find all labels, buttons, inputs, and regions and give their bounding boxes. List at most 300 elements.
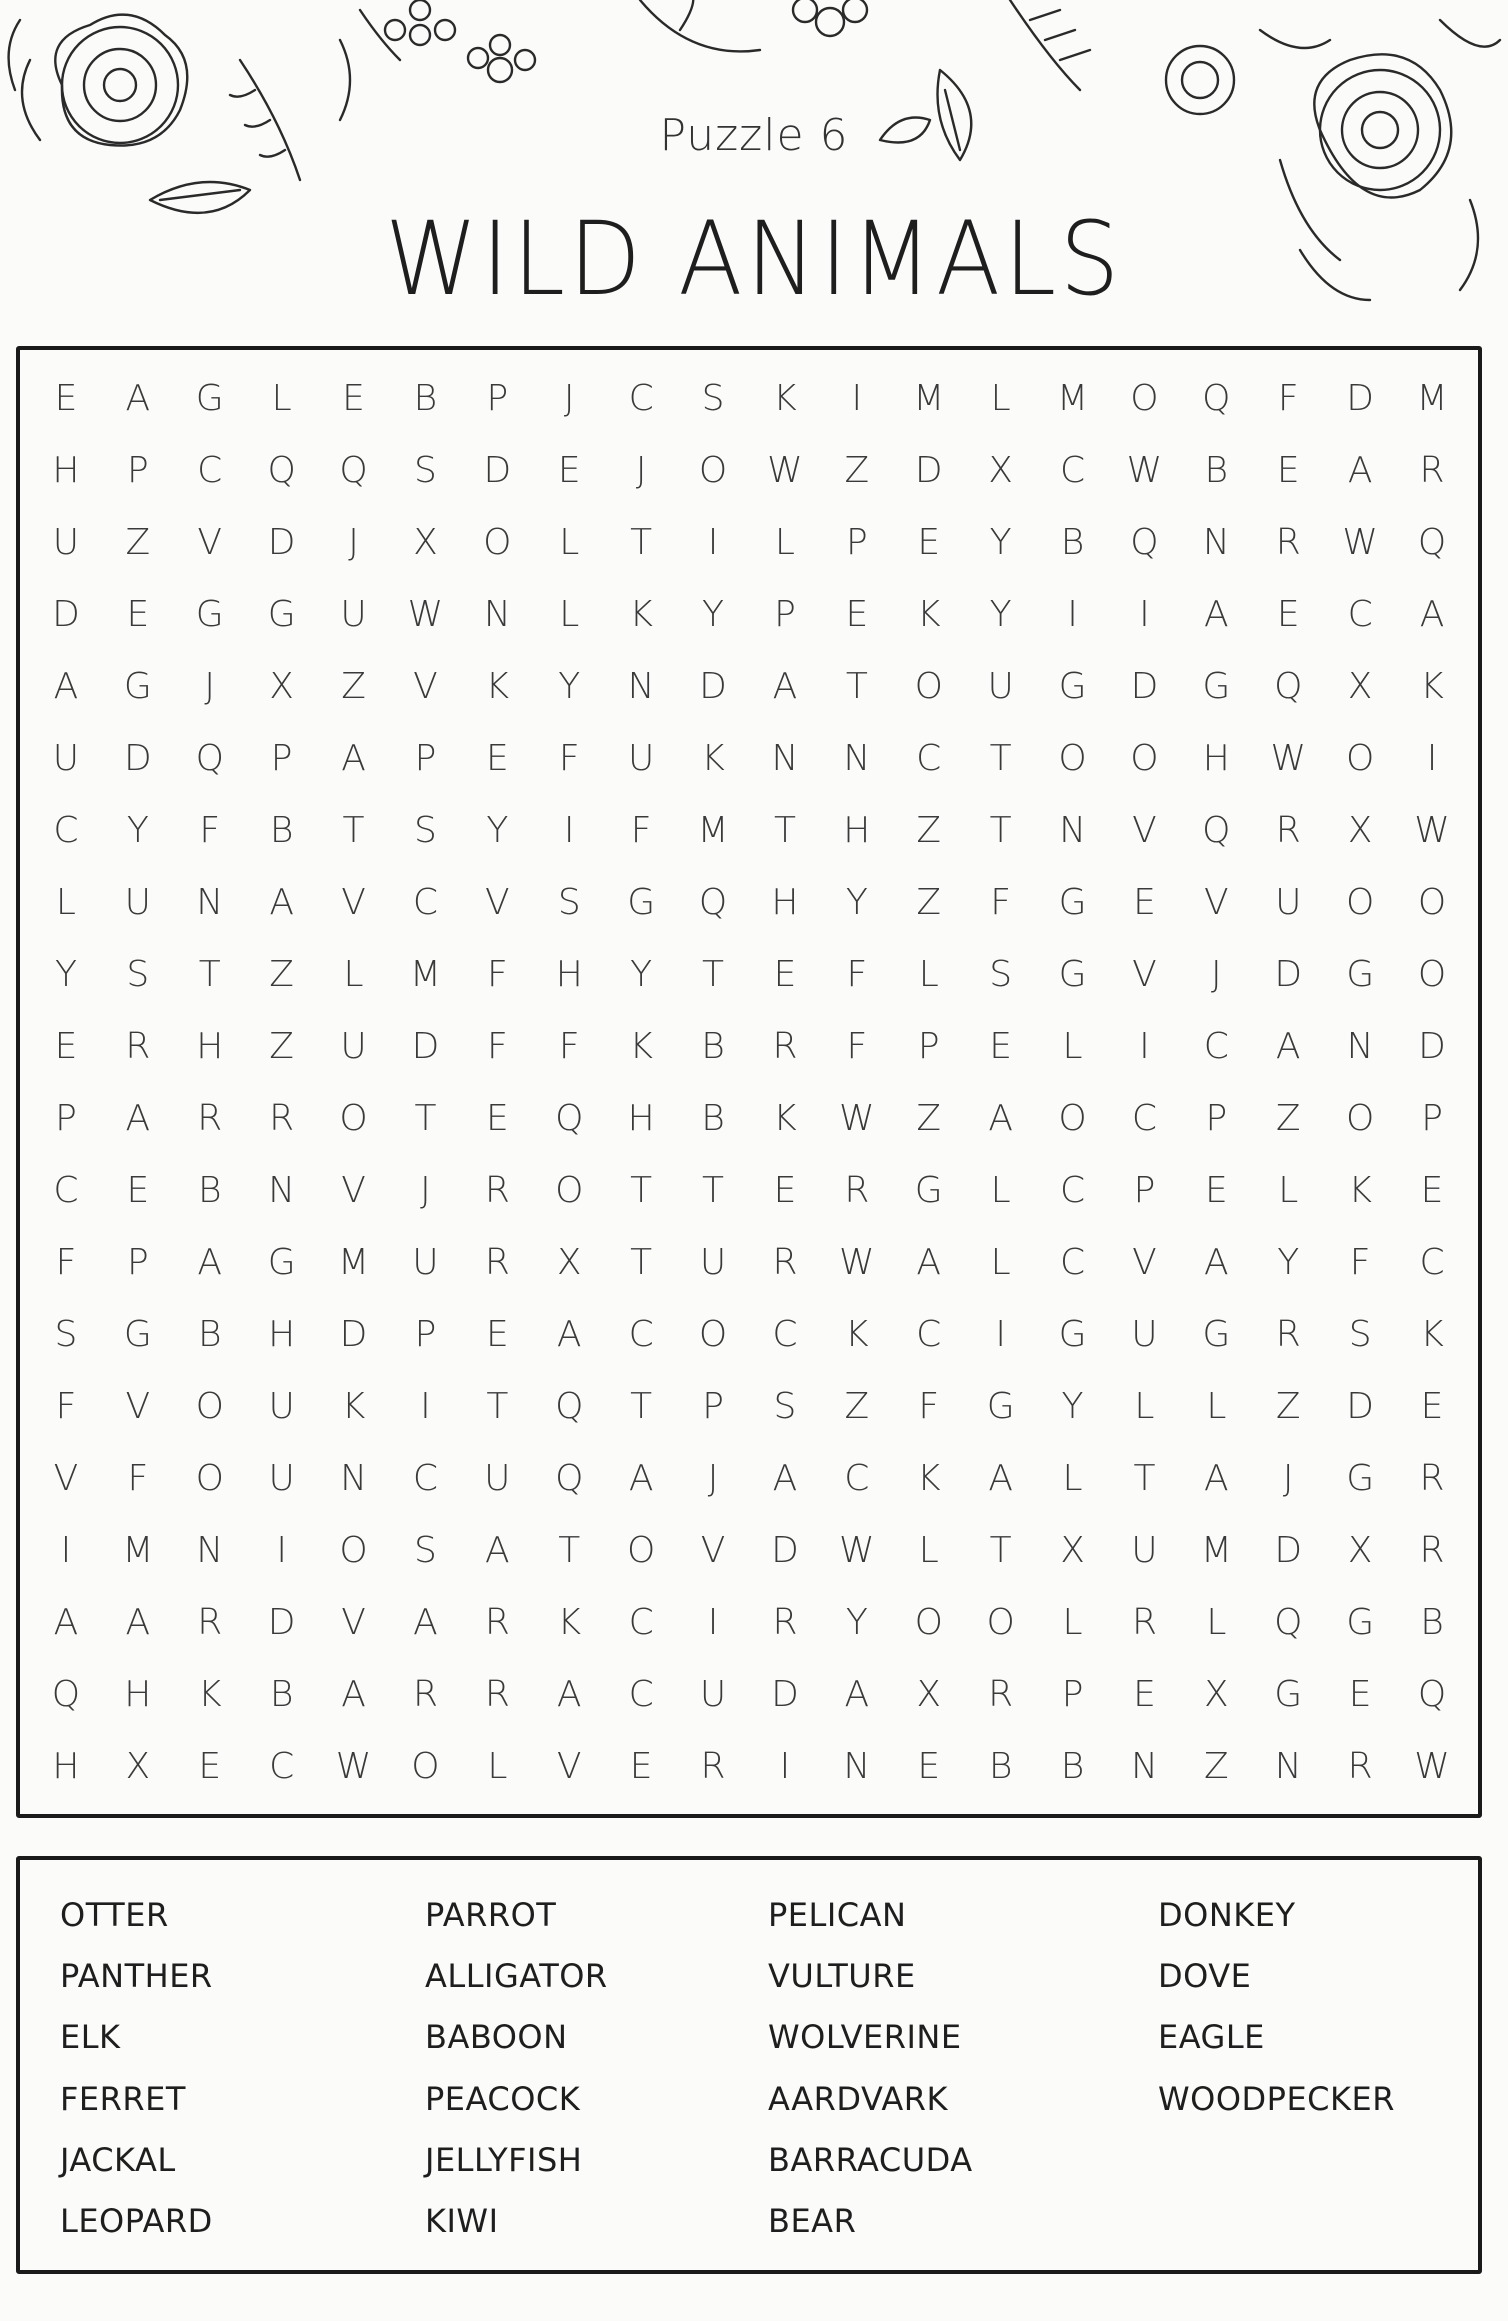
grid-letter[interactable]: A: [1275, 1025, 1301, 1067]
grid-letter[interactable]: L: [918, 953, 939, 995]
grid-letter[interactable]: E: [1420, 1385, 1444, 1427]
grid-letter[interactable]: A: [269, 881, 294, 923]
grid-letter[interactable]: W: [839, 1529, 875, 1571]
grid-letter[interactable]: O: [483, 521, 512, 563]
grid-letter[interactable]: R: [125, 1025, 151, 1067]
grid-letter[interactable]: R: [844, 1169, 870, 1211]
grid-letter[interactable]: K: [773, 377, 797, 419]
grid-letter[interactable]: Y: [845, 881, 868, 923]
grid-letter[interactable]: H: [52, 1745, 80, 1787]
grid-letter[interactable]: U: [699, 1241, 727, 1283]
grid-letter[interactable]: O: [555, 1169, 584, 1211]
grid-letter[interactable]: A: [628, 1457, 654, 1499]
grid-letter[interactable]: T: [702, 1169, 725, 1211]
grid-letter[interactable]: C: [628, 377, 654, 419]
grid-letter[interactable]: C: [269, 1745, 295, 1787]
grid-letter[interactable]: H: [555, 953, 583, 995]
grid-letter[interactable]: Q: [195, 737, 224, 779]
grid-letter[interactable]: A: [485, 1529, 510, 1571]
grid-letter[interactable]: A: [556, 1313, 582, 1355]
grid-letter[interactable]: M: [1200, 1529, 1232, 1571]
grid-letter[interactable]: D: [52, 593, 80, 635]
grid-letter[interactable]: A: [413, 1601, 438, 1643]
grid-letter[interactable]: E: [1133, 881, 1156, 923]
grid-letter[interactable]: V: [1204, 881, 1229, 923]
grid-letter[interactable]: N: [771, 737, 799, 779]
grid-letter[interactable]: W: [1414, 809, 1450, 851]
grid-letter[interactable]: G: [1058, 665, 1087, 707]
grid-letter[interactable]: T: [702, 953, 725, 995]
grid-letter[interactable]: E: [1420, 1169, 1444, 1211]
grid-letter[interactable]: C: [1203, 1025, 1229, 1067]
grid-letter[interactable]: U: [412, 1241, 439, 1283]
grid-letter[interactable]: D: [1346, 377, 1374, 419]
grid-letter[interactable]: L: [774, 521, 795, 563]
grid-letter[interactable]: T: [558, 1529, 581, 1571]
grid-letter[interactable]: E: [773, 953, 797, 995]
grid-letter[interactable]: K: [1420, 665, 1444, 707]
grid-letter[interactable]: S: [701, 377, 725, 419]
grid-letter[interactable]: Z: [341, 665, 366, 707]
grid-letter[interactable]: U: [1131, 1529, 1158, 1571]
grid-letter[interactable]: A: [53, 665, 79, 707]
grid-letter[interactable]: P: [1061, 1673, 1084, 1715]
grid-letter[interactable]: N: [196, 1529, 224, 1571]
grid-letter[interactable]: G: [914, 1169, 943, 1211]
grid-letter[interactable]: U: [987, 665, 1014, 707]
grid-letter[interactable]: T: [630, 521, 653, 563]
grid-letter[interactable]: C: [772, 1313, 798, 1355]
grid-letter[interactable]: J: [348, 521, 359, 563]
grid-letter[interactable]: P: [702, 1385, 724, 1427]
grid-letter[interactable]: P: [486, 377, 509, 419]
grid-letter[interactable]: R: [1347, 1745, 1373, 1787]
grid-letter[interactable]: O: [1345, 1097, 1375, 1139]
grid-letter[interactable]: I: [420, 1385, 431, 1427]
grid-letter[interactable]: R: [269, 1097, 295, 1139]
grid-letter[interactable]: O: [626, 1529, 656, 1571]
grid-letter[interactable]: C: [844, 1457, 870, 1499]
grid-letter[interactable]: B: [269, 1673, 294, 1715]
grid-letter[interactable]: G: [627, 881, 656, 923]
grid-letter[interactable]: O: [1417, 881, 1447, 923]
grid-letter[interactable]: I: [707, 521, 719, 563]
grid-letter[interactable]: K: [701, 737, 725, 779]
grid-letter[interactable]: O: [986, 1601, 1015, 1643]
grid-letter[interactable]: A: [556, 1673, 582, 1715]
grid-letter[interactable]: P: [126, 1241, 149, 1283]
grid-letter[interactable]: R: [988, 1673, 1014, 1715]
grid-letter[interactable]: L: [990, 1169, 1011, 1211]
grid-letter[interactable]: O: [339, 1529, 368, 1571]
grid-letter[interactable]: V: [700, 1529, 726, 1571]
grid-letter[interactable]: Q: [1202, 809, 1231, 851]
grid-letter[interactable]: T: [342, 809, 365, 851]
grid-letter[interactable]: K: [1348, 1169, 1372, 1211]
grid-letter[interactable]: L: [1206, 1601, 1227, 1643]
grid-letter[interactable]: F: [486, 1025, 508, 1067]
grid-letter[interactable]: N: [1059, 809, 1087, 851]
grid-letter[interactable]: R: [1419, 449, 1445, 491]
grid-letter[interactable]: R: [1419, 1457, 1445, 1499]
grid-letter[interactable]: G: [1058, 953, 1087, 995]
grid-letter[interactable]: R: [772, 1025, 798, 1067]
grid-letter[interactable]: V: [413, 665, 438, 707]
grid-letter[interactable]: D: [1346, 1385, 1374, 1427]
grid-letter[interactable]: E: [557, 449, 581, 491]
grid-letter[interactable]: E: [989, 1025, 1013, 1067]
grid-letter[interactable]: Q: [698, 881, 728, 923]
grid-letter[interactable]: Y: [1277, 1241, 1300, 1283]
grid-letter[interactable]: R: [484, 1169, 510, 1211]
grid-letter[interactable]: V: [556, 1745, 582, 1787]
grid-letter[interactable]: S: [126, 953, 150, 995]
grid-letter[interactable]: X: [1347, 1529, 1373, 1571]
grid-letter[interactable]: M: [122, 1529, 154, 1571]
grid-letter[interactable]: H: [627, 1097, 655, 1139]
grid-letter[interactable]: J: [204, 665, 216, 707]
grid-letter[interactable]: W: [335, 1745, 372, 1787]
grid-letter[interactable]: Y: [989, 593, 1012, 635]
grid-letter[interactable]: Q: [555, 1457, 584, 1499]
grid-letter[interactable]: L: [55, 881, 76, 923]
grid-letter[interactable]: T: [845, 665, 868, 707]
grid-letter[interactable]: F: [486, 953, 508, 995]
grid-letter[interactable]: N: [1274, 1745, 1302, 1787]
grid-letter[interactable]: T: [630, 1169, 653, 1211]
grid-letter[interactable]: F: [55, 1385, 77, 1427]
grid-letter[interactable]: B: [197, 1313, 222, 1355]
grid-letter[interactable]: X: [413, 521, 438, 563]
grid-letter[interactable]: W: [1270, 737, 1307, 779]
grid-letter[interactable]: B: [269, 809, 294, 851]
grid-letter[interactable]: C: [628, 1601, 654, 1643]
grid-letter[interactable]: F: [55, 1241, 77, 1283]
grid-letter[interactable]: X: [1347, 809, 1373, 851]
grid-letter[interactable]: P: [1133, 1169, 1156, 1211]
grid-letter[interactable]: U: [340, 1025, 367, 1067]
grid-letter[interactable]: A: [988, 1457, 1013, 1499]
grid-letter[interactable]: C: [916, 1313, 942, 1355]
grid-letter[interactable]: N: [1130, 1745, 1158, 1787]
grid-letter[interactable]: D: [411, 1025, 440, 1067]
grid-letter[interactable]: W: [407, 593, 444, 635]
grid-letter[interactable]: C: [412, 1457, 439, 1499]
grid-letter[interactable]: E: [845, 593, 869, 635]
grid-letter[interactable]: S: [989, 953, 1013, 995]
grid-letter[interactable]: M: [913, 377, 945, 419]
grid-letter[interactable]: E: [485, 1097, 509, 1139]
grid-letter[interactable]: P: [126, 449, 149, 491]
grid-letter[interactable]: C: [1059, 1169, 1086, 1211]
grid-letter[interactable]: Q: [267, 449, 296, 491]
grid-letter[interactable]: Z: [125, 521, 151, 563]
grid-letter[interactable]: O: [698, 1313, 728, 1355]
grid-letter[interactable]: T: [989, 1529, 1012, 1571]
grid-letter[interactable]: J: [1211, 953, 1222, 995]
grid-letter[interactable]: B: [988, 1745, 1013, 1787]
grid-letter[interactable]: E: [485, 737, 509, 779]
grid-letter[interactable]: K: [341, 1385, 366, 1427]
grid-letter[interactable]: T: [989, 737, 1012, 779]
grid-letter[interactable]: S: [773, 1385, 797, 1427]
letter-grid[interactable]: [30, 362, 1468, 1802]
grid-letter[interactable]: C: [628, 1673, 654, 1715]
grid-letter[interactable]: T: [1133, 1457, 1156, 1499]
grid-letter[interactable]: L: [990, 1241, 1011, 1283]
grid-letter[interactable]: R: [412, 1673, 438, 1715]
grid-letter[interactable]: E: [1204, 1169, 1228, 1211]
grid-letter[interactable]: E: [1276, 593, 1300, 635]
grid-letter[interactable]: X: [1347, 665, 1373, 707]
grid-letter[interactable]: X: [556, 1241, 582, 1283]
grid-letter[interactable]: N: [196, 881, 224, 923]
grid-letter[interactable]: P: [414, 737, 437, 779]
grid-letter[interactable]: I: [1139, 593, 1150, 635]
grid-letter[interactable]: X: [988, 449, 1013, 491]
grid-letter[interactable]: F: [846, 953, 868, 995]
grid-letter[interactable]: C: [53, 1169, 79, 1211]
grid-letter[interactable]: F: [1349, 1241, 1371, 1283]
grid-letter[interactable]: L: [1278, 1169, 1299, 1211]
grid-letter[interactable]: I: [851, 377, 863, 419]
grid-letter[interactable]: G: [267, 593, 296, 635]
grid-letter[interactable]: C: [1059, 1241, 1086, 1283]
grid-letter[interactable]: N: [843, 737, 871, 779]
grid-letter[interactable]: K: [197, 1673, 222, 1715]
grid-letter[interactable]: D: [339, 1313, 368, 1355]
grid-letter[interactable]: G: [123, 665, 152, 707]
grid-letter[interactable]: F: [630, 809, 652, 851]
grid-letter[interactable]: C: [1347, 593, 1373, 635]
grid-letter[interactable]: O: [1417, 953, 1447, 995]
grid-letter[interactable]: E: [198, 1745, 222, 1787]
grid-letter[interactable]: A: [125, 377, 151, 419]
grid-letter[interactable]: L: [487, 1745, 508, 1787]
grid-letter[interactable]: U: [52, 737, 80, 779]
grid-letter[interactable]: W: [839, 1241, 875, 1283]
grid-letter[interactable]: E: [485, 1313, 509, 1355]
grid-letter[interactable]: T: [486, 1385, 509, 1427]
grid-letter[interactable]: H: [268, 1313, 296, 1355]
grid-letter[interactable]: P: [1205, 1097, 1228, 1139]
grid-letter[interactable]: F: [1277, 377, 1299, 419]
grid-letter[interactable]: O: [195, 1457, 224, 1499]
grid-letter[interactable]: S: [557, 881, 581, 923]
grid-letter[interactable]: N: [1346, 1025, 1374, 1067]
grid-letter[interactable]: P: [1421, 1097, 1443, 1139]
grid-letter[interactable]: L: [1062, 1025, 1083, 1067]
grid-letter[interactable]: G: [986, 1385, 1015, 1427]
grid-letter[interactable]: R: [1419, 1529, 1445, 1571]
grid-letter[interactable]: Z: [916, 881, 942, 923]
grid-letter[interactable]: J: [420, 1169, 431, 1211]
grid-letter[interactable]: I: [995, 1313, 1006, 1355]
grid-letter[interactable]: N: [340, 1457, 368, 1499]
grid-letter[interactable]: Y: [126, 809, 149, 851]
grid-letter[interactable]: Q: [1417, 521, 1447, 563]
grid-letter[interactable]: P: [270, 737, 293, 779]
grid-letter[interactable]: Z: [269, 1025, 294, 1067]
grid-letter[interactable]: I: [1139, 1025, 1150, 1067]
grid-letter[interactable]: L: [559, 521, 580, 563]
grid-letter[interactable]: J: [707, 1457, 719, 1499]
grid-letter[interactable]: R: [1275, 809, 1301, 851]
grid-letter[interactable]: Q: [339, 449, 368, 491]
grid-letter[interactable]: W: [1126, 449, 1163, 491]
grid-letter[interactable]: I: [1067, 593, 1078, 635]
grid-letter[interactable]: O: [914, 665, 943, 707]
grid-letter[interactable]: H: [196, 1025, 224, 1067]
grid-letter[interactable]: F: [558, 737, 580, 779]
grid-letter[interactable]: D: [1130, 665, 1159, 707]
grid-letter[interactable]: Y: [54, 953, 77, 995]
grid-letter[interactable]: D: [483, 449, 512, 491]
grid-letter[interactable]: M: [338, 1241, 370, 1283]
grid-letter[interactable]: E: [1276, 449, 1300, 491]
grid-letter[interactable]: I: [707, 1601, 719, 1643]
grid-letter[interactable]: E: [126, 1169, 150, 1211]
grid-letter[interactable]: T: [630, 1241, 653, 1283]
grid-letter[interactable]: C: [197, 449, 223, 491]
grid-letter[interactable]: D: [267, 521, 296, 563]
grid-letter[interactable]: E: [54, 377, 78, 419]
grid-letter[interactable]: O: [1058, 1097, 1087, 1139]
grid-letter[interactable]: A: [125, 1601, 151, 1643]
grid-letter[interactable]: V: [1132, 1241, 1157, 1283]
grid-letter[interactable]: F: [199, 809, 221, 851]
grid-letter[interactable]: Q: [1130, 521, 1159, 563]
grid-letter[interactable]: O: [1130, 737, 1159, 779]
grid-letter[interactable]: Z: [916, 1097, 942, 1139]
grid-letter[interactable]: Y: [702, 593, 725, 635]
grid-letter[interactable]: Q: [1274, 665, 1303, 707]
grid-letter[interactable]: B: [1060, 1745, 1085, 1787]
grid-letter[interactable]: L: [918, 1529, 939, 1571]
grid-letter[interactable]: A: [53, 1601, 79, 1643]
grid-letter[interactable]: B: [197, 1169, 222, 1211]
grid-letter[interactable]: Q: [1202, 377, 1231, 419]
grid-letter[interactable]: U: [484, 1457, 511, 1499]
grid-letter[interactable]: B: [701, 1025, 725, 1067]
grid-letter[interactable]: R: [484, 1601, 510, 1643]
grid-letter[interactable]: X: [125, 1745, 151, 1787]
grid-letter[interactable]: K: [916, 1457, 941, 1499]
grid-letter[interactable]: A: [1204, 593, 1229, 635]
grid-letter[interactable]: C: [1059, 449, 1086, 491]
grid-letter[interactable]: Q: [51, 1673, 81, 1715]
grid-letter[interactable]: R: [1275, 521, 1301, 563]
grid-letter[interactable]: D: [699, 665, 727, 707]
grid-letter[interactable]: U: [124, 881, 152, 923]
grid-letter[interactable]: V: [341, 1601, 366, 1643]
grid-letter[interactable]: C: [53, 809, 79, 851]
grid-letter[interactable]: H: [843, 809, 871, 851]
grid-letter[interactable]: H: [124, 1673, 152, 1715]
grid-letter[interactable]: Z: [916, 809, 942, 851]
grid-letter[interactable]: X: [1060, 1529, 1085, 1571]
grid-letter[interactable]: A: [988, 1097, 1013, 1139]
grid-letter[interactable]: R: [1275, 1313, 1301, 1355]
grid-letter[interactable]: N: [627, 665, 655, 707]
grid-letter[interactable]: D: [267, 1601, 296, 1643]
grid-letter[interactable]: A: [125, 1097, 151, 1139]
grid-letter[interactable]: C: [628, 1313, 654, 1355]
grid-letter[interactable]: G: [1202, 1313, 1231, 1355]
grid-letter[interactable]: W: [1342, 521, 1378, 563]
grid-letter[interactable]: V: [485, 881, 510, 923]
grid-letter[interactable]: A: [197, 1241, 223, 1283]
grid-letter[interactable]: T: [198, 953, 221, 995]
grid-letter[interactable]: U: [340, 593, 367, 635]
grid-letter[interactable]: Z: [1275, 1097, 1301, 1139]
grid-letter[interactable]: E: [629, 1745, 653, 1787]
grid-letter[interactable]: Q: [1274, 1601, 1303, 1643]
grid-letter[interactable]: K: [629, 593, 653, 635]
grid-letter[interactable]: V: [53, 1457, 79, 1499]
grid-letter[interactable]: X: [269, 665, 294, 707]
grid-letter[interactable]: S: [1348, 1313, 1372, 1355]
grid-letter[interactable]: K: [1420, 1313, 1444, 1355]
grid-letter[interactable]: B: [1420, 1601, 1444, 1643]
grid-letter[interactable]: A: [916, 1241, 942, 1283]
grid-letter[interactable]: A: [1347, 449, 1373, 491]
grid-letter[interactable]: Z: [1275, 1385, 1301, 1427]
grid-letter[interactable]: Y: [486, 809, 509, 851]
grid-letter[interactable]: E: [917, 1745, 941, 1787]
grid-letter[interactable]: K: [629, 1025, 653, 1067]
grid-letter[interactable]: B: [701, 1097, 725, 1139]
grid-letter[interactable]: G: [267, 1241, 296, 1283]
grid-letter[interactable]: X: [1204, 1673, 1229, 1715]
grid-letter[interactable]: A: [844, 1673, 870, 1715]
grid-letter[interactable]: D: [1274, 953, 1303, 995]
grid-letter[interactable]: F: [558, 1025, 580, 1067]
grid-letter[interactable]: O: [914, 1601, 943, 1643]
grid-letter[interactable]: I: [276, 1529, 287, 1571]
grid-letter[interactable]: A: [1204, 1241, 1229, 1283]
grid-letter[interactable]: L: [343, 953, 364, 995]
grid-letter[interactable]: G: [123, 1313, 152, 1355]
grid-letter[interactable]: W: [839, 1097, 875, 1139]
grid-letter[interactable]: Q: [555, 1097, 584, 1139]
grid-letter[interactable]: L: [271, 377, 292, 419]
grid-letter[interactable]: R: [1131, 1601, 1157, 1643]
grid-letter[interactable]: N: [1202, 521, 1230, 563]
grid-letter[interactable]: A: [1419, 593, 1445, 635]
grid-letter[interactable]: R: [484, 1241, 510, 1283]
grid-letter[interactable]: E: [1133, 1673, 1156, 1715]
grid-letter[interactable]: U: [1131, 1313, 1158, 1355]
grid-letter[interactable]: V: [1132, 953, 1157, 995]
grid-letter[interactable]: R: [484, 1673, 510, 1715]
grid-letter[interactable]: I: [779, 1745, 791, 1787]
grid-letter[interactable]: V: [1132, 809, 1157, 851]
grid-letter[interactable]: O: [1058, 737, 1087, 779]
grid-letter[interactable]: A: [341, 737, 366, 779]
grid-letter[interactable]: C: [412, 881, 439, 923]
grid-letter[interactable]: S: [414, 1529, 437, 1571]
grid-letter[interactable]: C: [916, 737, 942, 779]
grid-letter[interactable]: K: [485, 665, 510, 707]
grid-letter[interactable]: I: [60, 1529, 72, 1571]
grid-letter[interactable]: R: [772, 1241, 798, 1283]
grid-letter[interactable]: Z: [1204, 1745, 1229, 1787]
grid-letter[interactable]: Y: [989, 521, 1012, 563]
grid-letter[interactable]: Y: [558, 665, 581, 707]
grid-letter[interactable]: G: [1346, 1601, 1375, 1643]
grid-letter[interactable]: G: [195, 593, 224, 635]
